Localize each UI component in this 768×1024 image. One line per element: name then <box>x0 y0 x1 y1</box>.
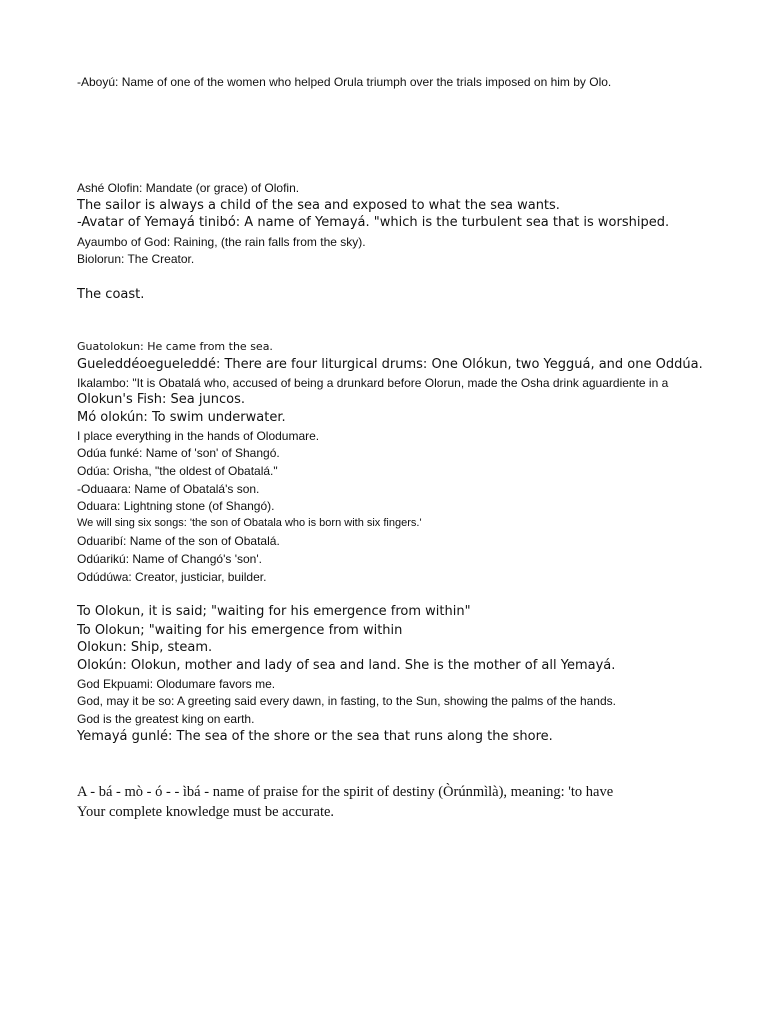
entry-god-may-it-be: God, may it be so: A greeting said every dawn, in fasting, to the Sun, showing the palms of the hands. <box>77 694 616 708</box>
entry-guatolokun: Guatolokun: He came from the sea. <box>77 340 273 353</box>
entry-ashe-olofin: Ashé Olofin: Mandate (or grace) of Olofin. <box>77 181 300 195</box>
entry-oduaara: -Oduaara: Name of Obatalá's son. <box>77 482 260 496</box>
entry-mo-olokun: Mó olokún: To swim underwater. <box>77 410 286 425</box>
entry-gueleddeoegueledde: Gueleddéoegueleddé: There are four liturgical drums: One Olókun, two Yegguá, and one Oddúa. <box>77 357 703 372</box>
entry-aboyu: -Aboyú: Name of one of the women who helped Orula triumph over the trials imposed on him by Olo. <box>77 75 612 89</box>
entry-oduariku: Odúarikú: Name of Changó's 'son'. <box>77 552 262 566</box>
entry-oduduwa: Odúdúwa: Creator, justiciar, builder. <box>77 570 267 584</box>
entry-oduara: Oduara: Lightning stone (of Shangó). <box>77 499 275 513</box>
entry-avatar-yemaya: -Avatar of Yemayá tinibó: A name of Yemayá. "which is the turbulent sea that is worshiped. <box>77 215 670 230</box>
entry-olodumare-hands: I place everything in the hands of Olodumare. <box>77 429 320 443</box>
entry-ayaumbo: Ayaumbo of God: Raining, (the rain falls from the sky). <box>77 235 366 249</box>
entry-yemaya-gunle: Yemayá gunlé: The sea of the shore or the sea that runs along the shore. <box>77 729 553 744</box>
entry-god-ekpuami: God Ekpuami: Olodumare favors me. <box>77 677 276 691</box>
entry-ikalambo: Ikalambo: "It is Obatalá who, accused of being a drunkard before Olorun, made the Osha drink aguardiente in a <box>77 376 669 390</box>
entry-odua-funke: Odúa funké: Name of 'son' of Shangó. <box>77 446 280 460</box>
entry-biolorun: Biolorun: The Creator. <box>77 252 195 266</box>
entry-to-olokun-said: To Olokun, it is said; "waiting for his emergence from within" <box>77 604 471 619</box>
entry-olokuns-fish: Olokun's Fish: Sea juncos. <box>77 392 245 407</box>
entry-six-songs: We will sing six songs: 'the son of Obatala who is born with six fingers.' <box>77 517 422 529</box>
entry-god-greatest-king: God is the greatest king on earth. <box>77 712 255 726</box>
entry-olokun-ship: Olokun: Ship, steam. <box>77 640 213 655</box>
entry-odua: Odúa: Orisha, "the oldest of Obatalá." <box>77 464 278 478</box>
entry-oduaribi: Oduaribí: Name of the son of Obatalá. <box>77 534 280 548</box>
entry-olokun-mother: Olokún: Olokun, mother and lady of sea and land. She is the mother of all Yemayá. <box>77 658 616 673</box>
entry-abamoo-iba: A - bá - mò - ó - - ìbá - name of praise for the spirit of destiny (Òrúnmìlà), meaning: 'to have <box>77 784 614 800</box>
entry-complete-knowledge: Your complete knowledge must be accurate. <box>77 804 335 820</box>
entry-sailor: The sailor is always a child of the sea and exposed to what the sea wants. <box>77 198 560 213</box>
entry-coast: The coast. <box>77 287 145 302</box>
entry-to-olokun: To Olokun; "waiting for his emergence from within <box>77 623 403 638</box>
